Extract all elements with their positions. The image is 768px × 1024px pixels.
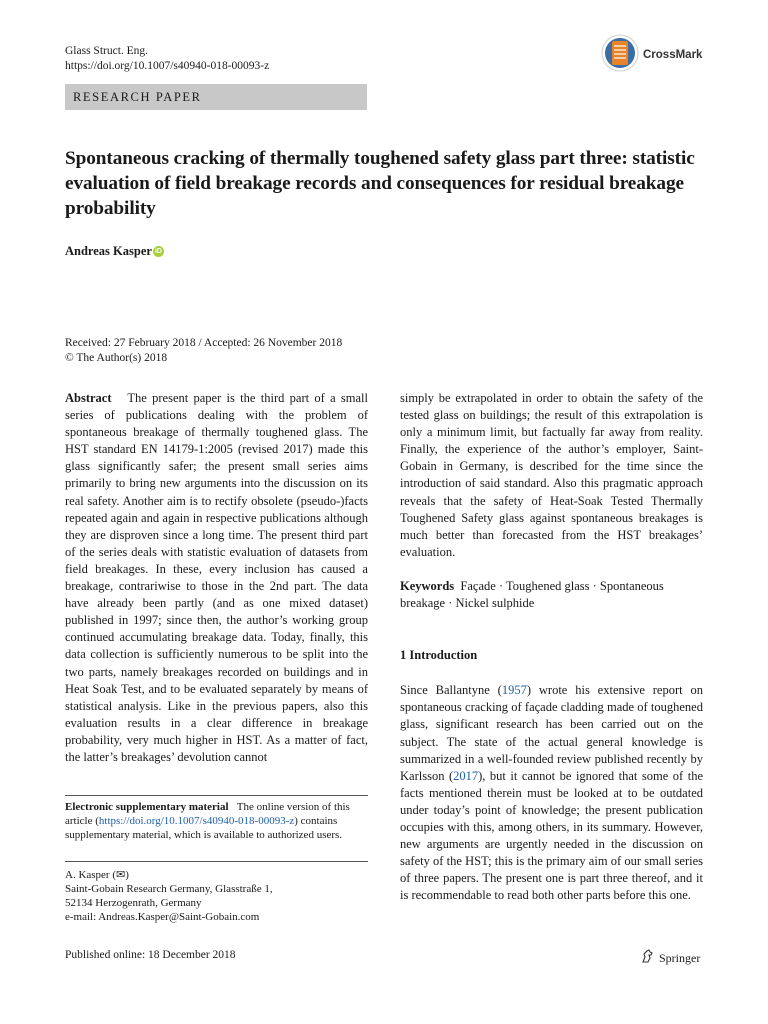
footnote-text1: The online version of this article ( bbox=[65, 801, 350, 827]
keywords-paragraph bbox=[400, 578, 703, 612]
introduction-paragraph bbox=[400, 682, 703, 904]
article-dates bbox=[65, 336, 342, 366]
received-accepted: Received: 27 February 2018 / Accepted: 26 November 2018 bbox=[65, 337, 343, 349]
journal-header bbox=[65, 44, 269, 74]
footnote-label: Electronic supplementary material bbox=[65, 801, 229, 813]
published-online: Published online: 18 December 2018 bbox=[65, 949, 236, 961]
citation-ballantyne[interactable]: 1957 bbox=[501, 683, 527, 698]
intro-part1: Since Ballantyne ( bbox=[400, 683, 502, 698]
author-name[interactable]: Andreas Kasper bbox=[65, 244, 152, 258]
affil-name: A. Kasper (✉) bbox=[65, 869, 129, 881]
article-title: Spontaneous cracking of thermally toughened safety glass part three: statistic evaluation of field breakage records and consequences for residual breakage probability bbox=[65, 148, 695, 219]
supplementary-footnote bbox=[65, 800, 368, 842]
crossmark-label: CrossMark bbox=[643, 49, 703, 61]
keywords-text: Façade · Toughened glass · Spontaneous breakage · Nickel sulphide bbox=[400, 578, 664, 611]
springer-label: Springer bbox=[659, 950, 701, 965]
footnote-divider bbox=[65, 795, 368, 796]
abstract-continuation: simply be extrapolated in order to obtain the safety of the tested glass on buildings; the result of this extrapolation is only a minimum limit, but factually far away from reality. Finally, the experience of the author’s employer, Saint-Gobain in Germany, is described for the time since the introduction of said standard. Also this pragmatic approach reveals that the safety of Heat-Soak Tested Thermally Toughened Safety glass against spontaneous breakages is much better than forecasted from the HST breakages’ evaluation. bbox=[400, 391, 703, 559]
intro-part3: ), but it cannot be ignored that some of the facts mentioned therein must be looked at to be outdated under today’s point of knowledge; the present publication occupies with this, among others, in its summary. However, new arguments are urgently needed in the discussion on safety of the HST; this is the primary aim of our small series of three papers. The present one is part three thereof, and it is recommendable to read both other parts before this one. bbox=[400, 768, 703, 903]
crossmark-icon bbox=[601, 34, 639, 77]
crossmark-badge[interactable] bbox=[601, 35, 702, 75]
affil-line2: 52134 Herzogenrath, Germany bbox=[65, 897, 202, 909]
affil-email[interactable]: e-mail: Andreas.Kasper@Saint-Gobain.com bbox=[65, 911, 260, 923]
intro-part2: ) wrote his extensive report on spontaneous cracking of façade cladding made of toughened glass, significant research has been carried out on the subject. The state of the actual general knowledge is summarized in a well-founded review published recently by Karlsson ( bbox=[400, 683, 703, 783]
introduction-heading: 1 Introduction bbox=[400, 648, 478, 663]
journal-name: Glass Struct. Eng. bbox=[65, 45, 149, 57]
footnote-doi-link[interactable]: https://doi.org/10.1007/s40940-018-00093-z bbox=[98, 815, 295, 827]
abstract-paragraph bbox=[65, 390, 368, 766]
abstract-label: Abstract bbox=[65, 391, 112, 405]
keywords-label: Keywords bbox=[400, 578, 455, 593]
abstract-left-column bbox=[65, 390, 368, 766]
article-type-banner: RESEARCH PAPER bbox=[65, 84, 367, 110]
author-line bbox=[65, 244, 164, 259]
doi-link[interactable]: https://doi.org/10.1007/s40940-018-00093-z bbox=[65, 60, 270, 72]
abstract-text-left: The present paper is the third part of a small series of publications dealing with the problem of spontaneous breakage of thermally toughened glass. The HST standard EN 14179-1:2005 (revised 2017) made this glass significantly safer; the present small series aims primarily to bring new arguments into the discussion on its real safety. Another aim is to rectify obsolete (pseudo-)facts repeated again and again in respective publications although they are disproven since a long time. The present third part of the series deals with statistic evaluation of datasets from field breakages. In these, every inclusion has caused a breakage, contrariwise to those in the 2nd part. The data have already been partly (and as one mixed dataset) published in 1997; since then, the author’s working group continued accumulating breakage data. Today, finally, this data collection is sufficiently numerous to be split into the two parts, namely breakages recorded on buildings and in Heat Soak Test, and to be evaluated separately by means of statistical analysis. Like in the previous papers, also this evaluation results in a clear difference in breakage probability, very much higher in HST. As a matter of fact, the latter’s breakages’ devolution cannot bbox=[65, 391, 368, 764]
springer-logo bbox=[640, 948, 700, 968]
citation-karlsson[interactable]: 2017 bbox=[453, 768, 479, 783]
author-affiliation bbox=[65, 868, 368, 924]
right-column bbox=[400, 390, 703, 904]
footnote-text2: ) contains supplementary material, which is available to authorized users. bbox=[65, 815, 343, 841]
affiliation-divider bbox=[65, 861, 368, 862]
copyright: © The Author(s) 2018 bbox=[65, 352, 168, 364]
orcid-icon[interactable]: iD bbox=[154, 248, 162, 255]
affil-line1: Saint-Gobain Research Germany, Glasstraße 1, bbox=[65, 883, 273, 895]
springer-horse-icon bbox=[640, 948, 656, 968]
